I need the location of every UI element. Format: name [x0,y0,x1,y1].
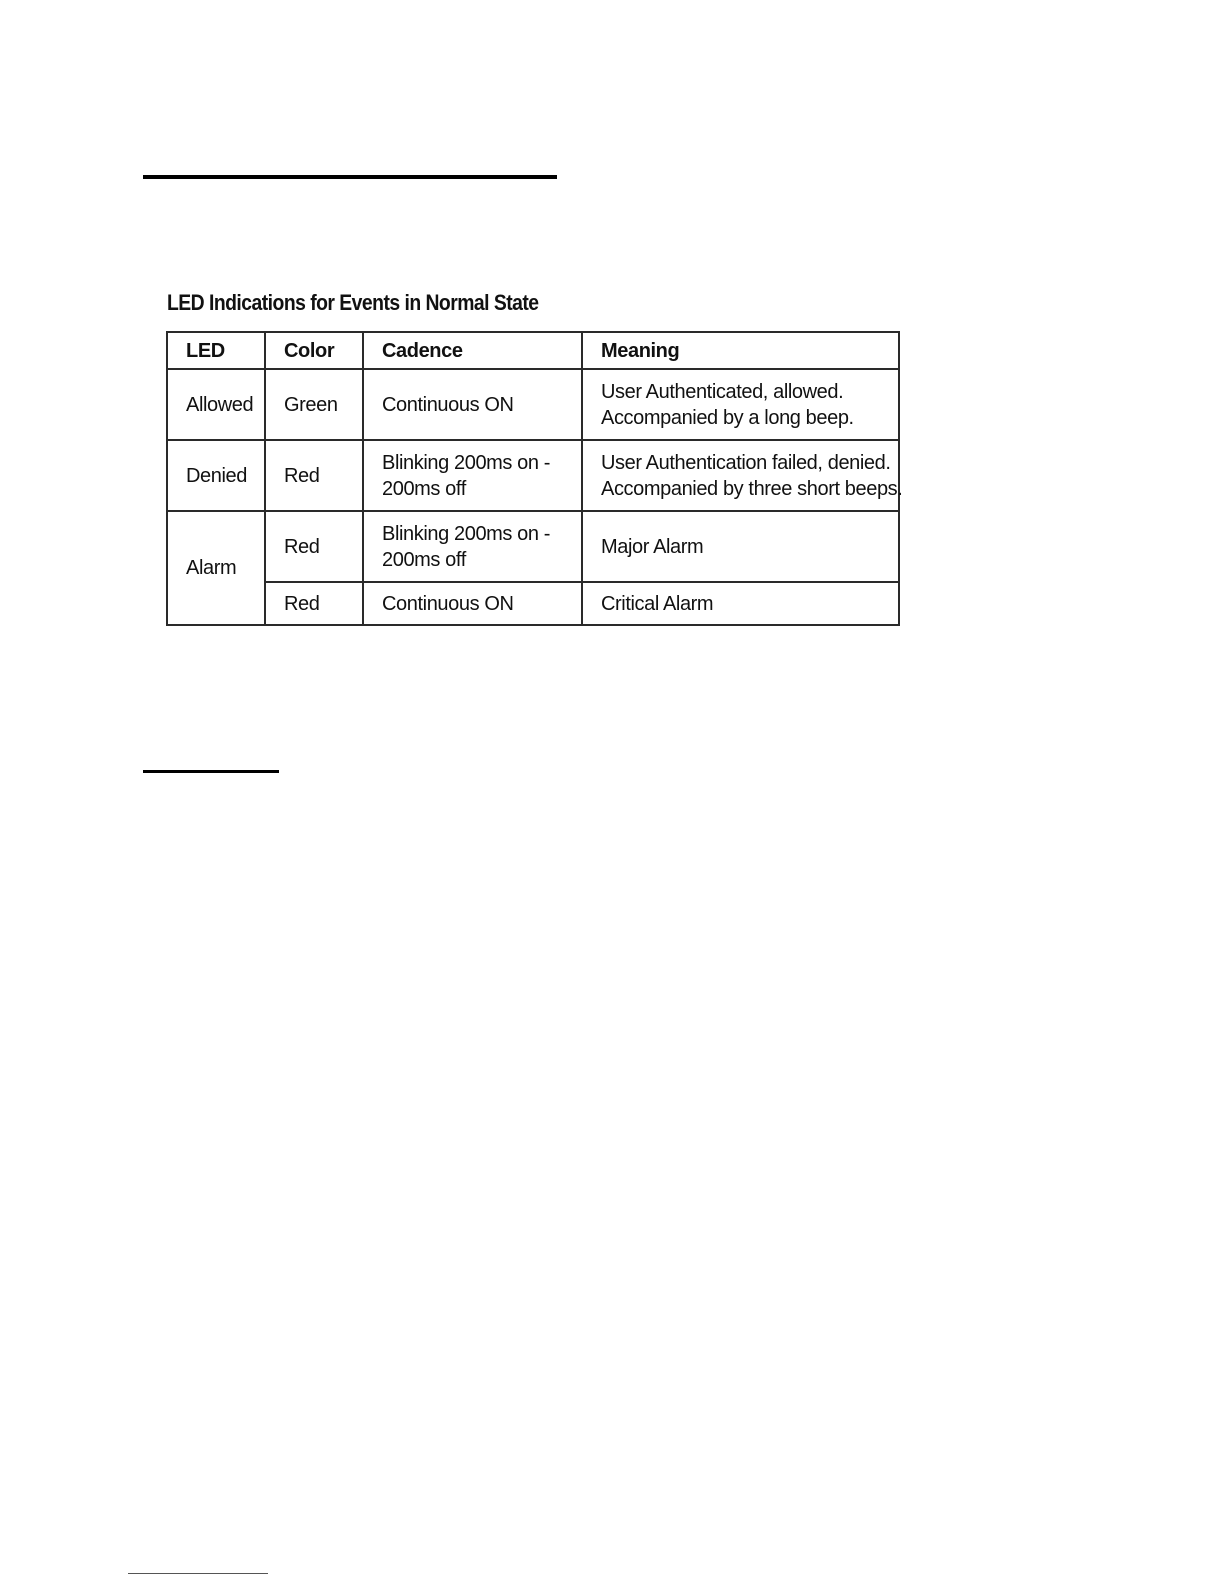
header-cadence: Cadence [363,332,582,369]
cell-meaning-alarm-major: Major Alarm [582,511,899,582]
cadence-alarm-major-line2: 200ms off [382,548,466,571]
meaning-denied-line2: Accompanied by three short beeps. [601,477,903,500]
meaning-allowed-line1: User Authenticated, allowed. [601,380,844,403]
header-color: Color [265,332,363,369]
table-row-alarm-major [167,511,899,582]
cell-cadence-allowed: Continuous ON [363,369,582,440]
cell-color-alarm-critical: Red [265,582,363,625]
cell-meaning-allowed [582,369,899,440]
header-meaning: Meaning [582,332,899,369]
cell-meaning-alarm-critical: Critical Alarm [582,582,899,625]
cadence-denied-line1: Blinking 200ms on - [382,451,551,474]
cadence-alarm-major-line1: Blinking 200ms on - [382,522,551,545]
footnote-separator [128,1573,268,1574]
top-heading-underline [143,175,557,179]
header-led: LED [167,332,265,369]
cadence-denied-line2: 200ms off [382,477,466,500]
table-row-denied [167,440,899,511]
cell-led-allowed: Allowed [167,369,265,440]
cell-cadence-alarm-critical: Continuous ON [363,582,582,625]
cell-meaning-denied [582,440,903,511]
cell-led-alarm: Alarm [167,511,265,625]
table-row-allowed [167,369,899,440]
meaning-allowed-line2: Accompanied by a long beep. [601,406,854,429]
table-header-row [167,332,899,369]
led-indications-table [166,331,903,626]
table-title: LED Indications for Events in Normal State [167,290,539,315]
cell-led-denied: Denied [167,440,265,511]
cell-cadence-alarm-major [363,511,582,582]
cell-cadence-denied [363,440,582,511]
cell-color-denied: Red [265,440,363,511]
section-heading-underline [143,770,279,773]
cell-color-allowed: Green [265,369,363,440]
meaning-denied-line1: User Authentication failed, denied. [601,451,891,474]
table-row-alarm-critical [167,582,899,625]
cell-color-alarm-major: Red [265,511,363,582]
